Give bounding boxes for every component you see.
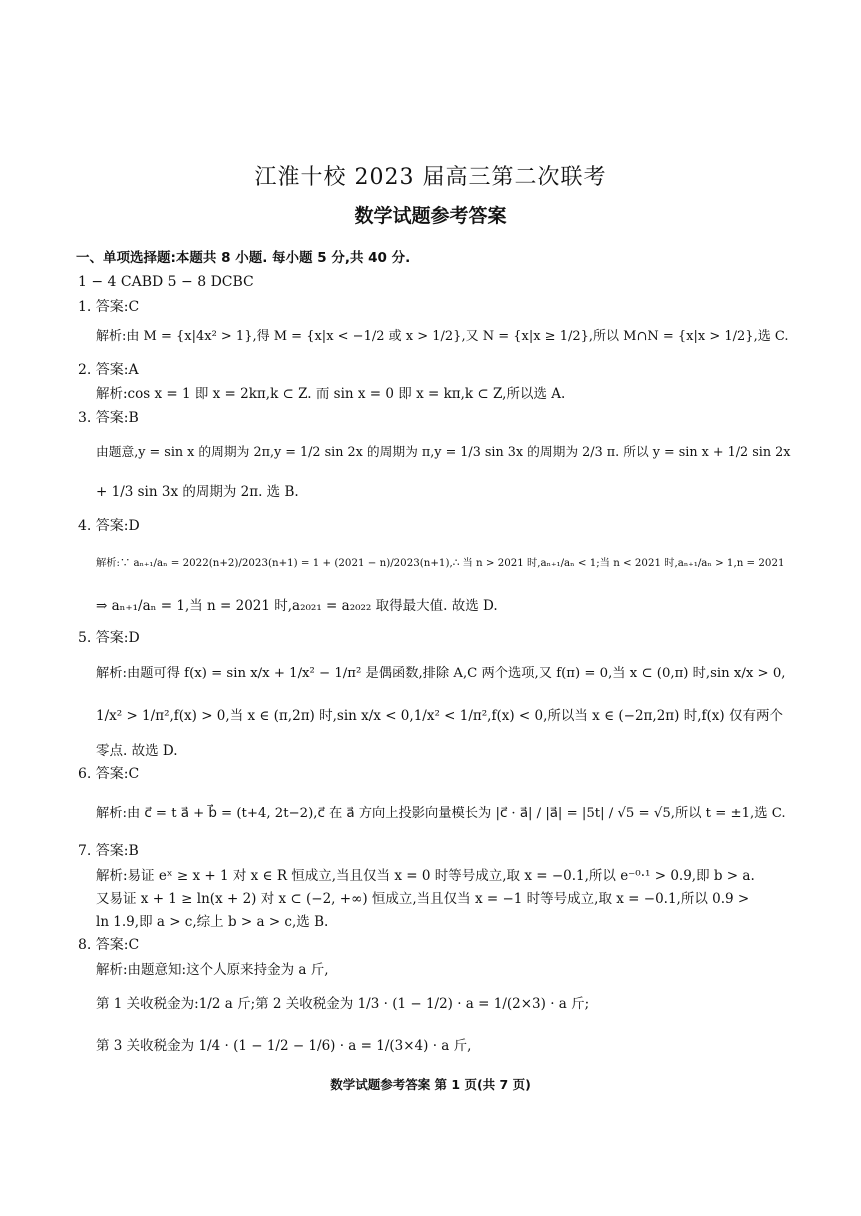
section-heading: 一、单项选择题:本题共 8 小题. 每小题 5 分,共 40 分. bbox=[76, 250, 411, 266]
q7-solution-line-3: ln 1.9,即 a > c,综上 b > a > c,选 B. bbox=[96, 914, 329, 930]
page-title: 江淮十校 2023 届高三第二次联考 bbox=[254, 165, 607, 190]
q7-solution-line-2: 又易证 x + 1 ≥ ln(x + 2) 对 x ⊂ (−2, +∞) 恒成立,当且仅当 x = −1 时等号成立,取 x = −0.1,所以 0.9 > bbox=[96, 891, 750, 907]
q8-solution-line-3: 第 3 关收税金为 1/4 · (1 − 1/2 − 1/6) · a = 1/(3×4) · a 斤, bbox=[96, 1038, 472, 1054]
page-footer: 数学试题参考答案 第 1 页(共 7 页) bbox=[330, 1077, 531, 1092]
q4-answer: 4. 答案:D bbox=[78, 518, 140, 534]
q5-solution-line-1: 解析:由题可得 f(x) = sin x/x + 1/x² − 1/π² 是偶函数,排除 A,C 两个选项,又 f(π) = 0,当 x ⊂ (0,π) 时,sin x/x > 0, bbox=[96, 666, 786, 681]
q3-answer: 3. 答案:B bbox=[78, 410, 139, 426]
q2-answer: 2. 答案:A bbox=[78, 362, 139, 378]
q2-solution-line-1: 解析:cos x = 1 即 x = 2kπ,k ⊂ Z. 而 sin x = 0 即 x = kπ,k ⊂ Z,所以选 A. bbox=[96, 386, 566, 402]
q3-solution-line-2: + 1/3 sin 3x 的周期为 2π. 选 B. bbox=[96, 484, 299, 500]
page-subtitle: 数学试题参考答案 bbox=[354, 205, 507, 227]
q1-solution-line-1: 解析:由 M = {x|4x² > 1},得 M = {x|x < −1/2 或 x > 1/2},又 N = {x|x ≥ 1/2},所以 M∩N = {x|x > 1/2},选 C. bbox=[96, 329, 789, 344]
q5-solution-line-3: 零点. 故选 D. bbox=[96, 743, 178, 759]
q7-answer: 7. 答案:B bbox=[78, 843, 139, 859]
q6-solution-line-1: 解析:由 c⃗ = t a⃗ + b⃗ = (t+4, 2t−2),c⃗ 在 a⃗ 方向上投影向量模长为 |c⃗ · a⃗| / |a⃗| = |5t| / √5 = √5,所以 t = ±1,选 C. bbox=[96, 806, 786, 821]
answers-summary: 1 − 4 CABD 5 − 8 DCBC bbox=[78, 274, 254, 290]
q4-solution-line-1: 解析:∵ aₙ₊₁/aₙ = 2022(n+2)/2023(n+1) = 1 + (2021 − n)/2023(n+1),∴ 当 n > 2021 时,aₙ₊₁/aₙ < 1;当 n < 2021 时,aₙ₊₁/aₙ > 1,n = 2021 bbox=[96, 557, 785, 569]
q6-answer: 6. 答案:C bbox=[78, 766, 140, 782]
q3-solution-line-1: 由题意,y = sin x 的周期为 2π,y = 1/2 sin 2x 的周期为 π,y = 1/3 sin 3x 的周期为 2/3 π. 所以 y = sin x + 1/2 sin 2x bbox=[96, 445, 791, 460]
q1-answer: 1. 答案:C bbox=[78, 299, 140, 315]
q4-solution-line-2: ⇒ aₙ₊₁/aₙ = 1,当 n = 2021 时,a₂₀₂₁ = a₂₀₂₂ 取得最大值. 故选 D. bbox=[96, 598, 498, 614]
q8-solution-line-2: 第 1 关收税金为:1/2 a 斤;第 2 关收税金为 1/3 · (1 − 1/2) · a = 1/(2×3) · a 斤; bbox=[96, 996, 590, 1012]
q5-answer: 5. 答案:D bbox=[78, 630, 140, 646]
q5-solution-line-2: 1/x² > 1/π²,f(x) > 0,当 x ∈ (π,2π) 时,sin x/x < 0,1/x² < 1/π²,f(x) < 0,所以当 x ∈ (−2π,2π) 时,f(x) 仅有两个 bbox=[96, 708, 783, 724]
q8-answer: 8. 答案:C bbox=[78, 937, 140, 953]
q8-solution-line-1: 解析:由题意知:这个人原来持金为 a 斤, bbox=[96, 962, 329, 978]
q7-solution-line-1: 解析:易证 eˣ ≥ x + 1 对 x ∈ R 恒成立,当且仅当 x = 0 时等号成立,取 x = −0.1,所以 e⁻⁰·¹ > 0.9,即 b > a. bbox=[96, 868, 755, 884]
